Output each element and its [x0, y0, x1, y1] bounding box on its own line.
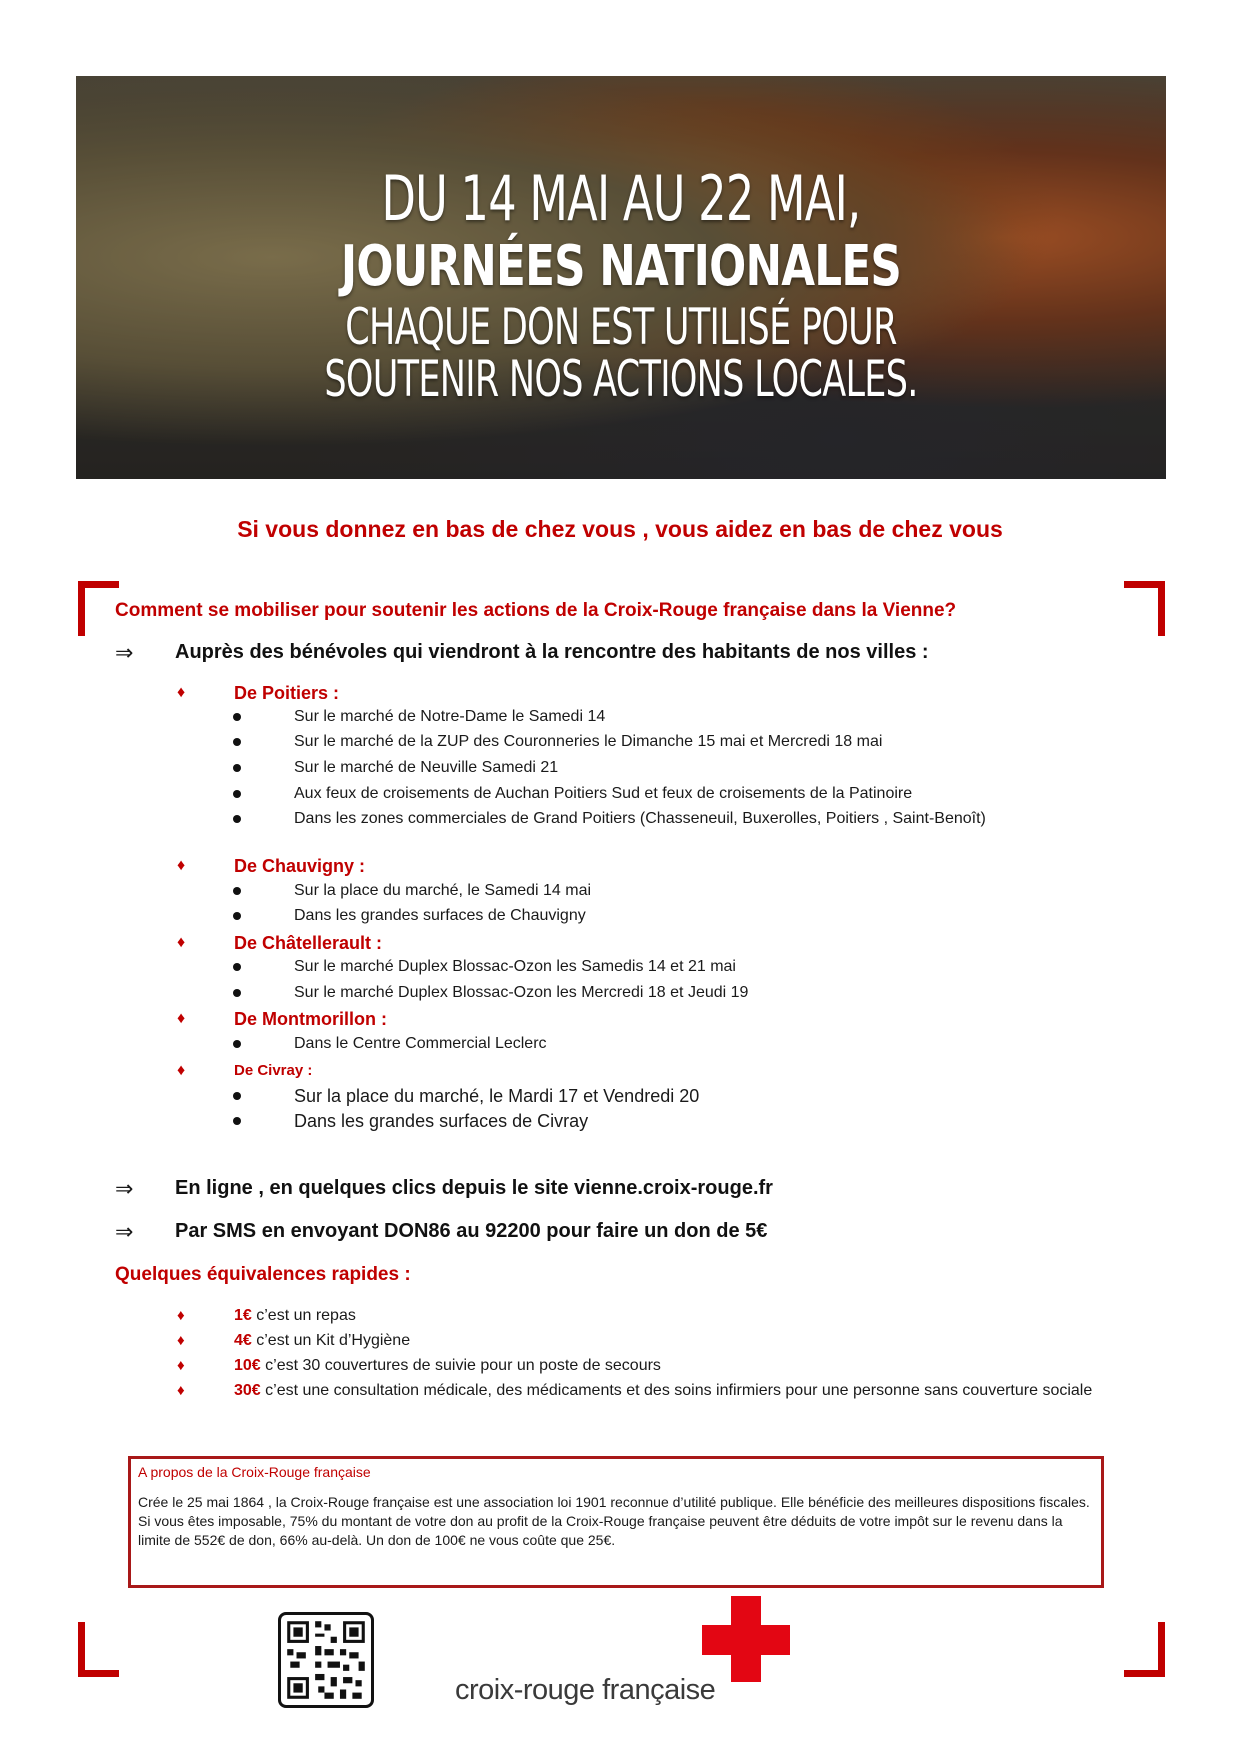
red-cross-logo-bar	[702, 1625, 790, 1655]
equivalence-amount: 4€	[234, 1332, 252, 1349]
diamond-icon: ♦	[177, 1332, 185, 1349]
city-heading: De Montmorillon :	[234, 1009, 387, 1029]
diamond-icon: ♦	[177, 857, 186, 874]
equivalence-item	[234, 1331, 1104, 1350]
question-heading: Comment se mobiliser pour soutenir les actions de la Croix-Rouge française dans la Vienne?	[115, 600, 957, 621]
corner-bracket-top-left	[78, 581, 119, 636]
online-donation: En ligne , en quelques clics depuis le site vienne.croix-rouge.fr	[175, 1177, 773, 1199]
arrow-icon: ⇒	[115, 640, 134, 665]
equivalence-item	[234, 1381, 1104, 1400]
bullet-icon	[233, 963, 241, 971]
list-item: Sur le marché Duplex Blossac-Ozon les Samedis 14 et 21 mai	[294, 958, 736, 975]
bullet-icon	[233, 738, 241, 746]
list-item: Sur la place du marché, le Mardi 17 et Vendredi 20	[294, 1086, 700, 1106]
banner-line-3: CHAQUE DON EST UTILISÉ POUR	[345, 298, 897, 356]
diamond-icon: ♦	[177, 1357, 185, 1374]
bullet-icon	[233, 912, 241, 920]
city-heading: De Poitiers :	[234, 683, 340, 703]
city-heading: De Chauvigny :	[234, 856, 366, 876]
bullet-icon	[233, 989, 241, 997]
list-item: Sur le marché Duplex Blossac-Ozon les Mercredi 18 et Jeudi 19	[294, 984, 749, 1001]
bullet-icon	[233, 1040, 241, 1048]
diamond-icon: ♦	[177, 1010, 186, 1027]
equivalence-text: c’est un repas	[251, 1307, 356, 1324]
equivalence-text: c’est une consultation médicale, des médicaments et des soins infirmiers pour une personne sans couverture sociale	[260, 1382, 1093, 1399]
equivalence-amount: 10€	[234, 1357, 261, 1374]
qr-code-icon[interactable]	[278, 1612, 374, 1708]
corner-bracket-bottom-left	[78, 1622, 119, 1677]
banner-line-dates: DU 14 MAI AU 22 MAI,	[381, 162, 861, 235]
qr-code-pattern	[281, 1615, 371, 1705]
volunteers-intro: Auprès des bénévoles qui viendront à la rencontre des habitants de nos villes :	[175, 641, 929, 663]
corner-bracket-top-right	[1124, 581, 1165, 636]
list-item: Sur la place du marché, le Samedi 14 mai	[294, 882, 592, 899]
tagline: Si vous donnez en bas de chez vous , vous aidez en bas de chez vous	[237, 516, 1003, 542]
arrow-icon: ⇒	[115, 1219, 134, 1244]
corner-bracket-bottom-right	[1124, 1622, 1165, 1677]
equivalence-amount: 30€	[234, 1382, 261, 1399]
bullet-icon	[233, 764, 241, 772]
bullet-icon	[233, 790, 241, 798]
bullet-icon	[233, 1117, 241, 1125]
diamond-icon: ♦	[177, 1382, 185, 1399]
list-item: Dans le Centre Commercial Leclerc	[294, 1035, 547, 1052]
banner-line-4: SOUTENIR NOS ACTIONS LOCALES.	[324, 350, 918, 408]
city-heading: De Châtellerault :	[234, 933, 383, 953]
diamond-icon: ♦	[177, 1307, 185, 1324]
list-item: Sur le marché de Neuville Samedi 21	[294, 759, 559, 776]
equivalence-item	[234, 1306, 1104, 1325]
equivalence-text: c’est un Kit d’Hygiène	[251, 1332, 411, 1349]
banner-line-title: JOURNÉES NATIONALES	[340, 234, 902, 299]
list-item: Sur le marché de Notre-Dame le Samedi 14	[294, 708, 606, 725]
diamond-icon: ♦	[177, 934, 186, 951]
bullet-icon	[233, 713, 241, 721]
list-item: Dans les zones commerciales de Grand Poitiers (Chasseneuil, Buxerolles, Poitiers , Saint-Benoît)	[294, 810, 986, 827]
equivalence-text: c’est 30 couvertures de suivie pour un poste de secours	[260, 1357, 661, 1374]
list-item: Aux feux de croisements de Auchan Poitiers Sud et feux de croisements de la Patinoire	[294, 785, 913, 802]
list-item: Sur le marché de la ZUP des Couronneries le Dimanche 15 mai et Mercredi 18 mai	[294, 733, 883, 750]
about-text: Crée le 25 mai 1864 , la Croix-Rouge française est une association loi 1901 reconnue d’utilité publique. Elle bénéficie des meilleures dispositions fiscales. Si vous êtes imposable, 75% du montant de votre don au profit de la Croix-Rouge française peuvent être déduits de votre impôt sur le revenu dans la limite de 552€ de don, 66% au-delà. Un don de 100€ ne vous coûte que 25€.	[138, 1494, 1090, 1548]
diamond-icon: ♦	[177, 1062, 186, 1079]
bullet-icon	[233, 815, 241, 823]
sms-donation: Par SMS en envoyant DON86 au 92200 pour faire un don de 5€	[175, 1220, 768, 1242]
arrow-icon: ⇒	[115, 1176, 134, 1201]
city-heading: De Civray :	[234, 1062, 313, 1079]
bullet-icon	[233, 887, 241, 895]
list-item: Dans les grandes surfaces de Chauvigny	[294, 907, 586, 924]
hero-banner	[76, 76, 1166, 479]
list-item: Dans les grandes surfaces de Civray	[294, 1111, 589, 1131]
about-title: A propos de la Croix-Rouge française	[138, 1464, 371, 1480]
equivalences-heading: Quelques équivalences rapides :	[115, 1264, 411, 1285]
equivalence-amount: 1€	[234, 1307, 252, 1324]
bullet-icon	[233, 1092, 241, 1100]
diamond-icon: ♦	[177, 684, 186, 701]
brand-name: croix-rouge française	[455, 1674, 716, 1706]
equivalence-item	[234, 1356, 1104, 1375]
